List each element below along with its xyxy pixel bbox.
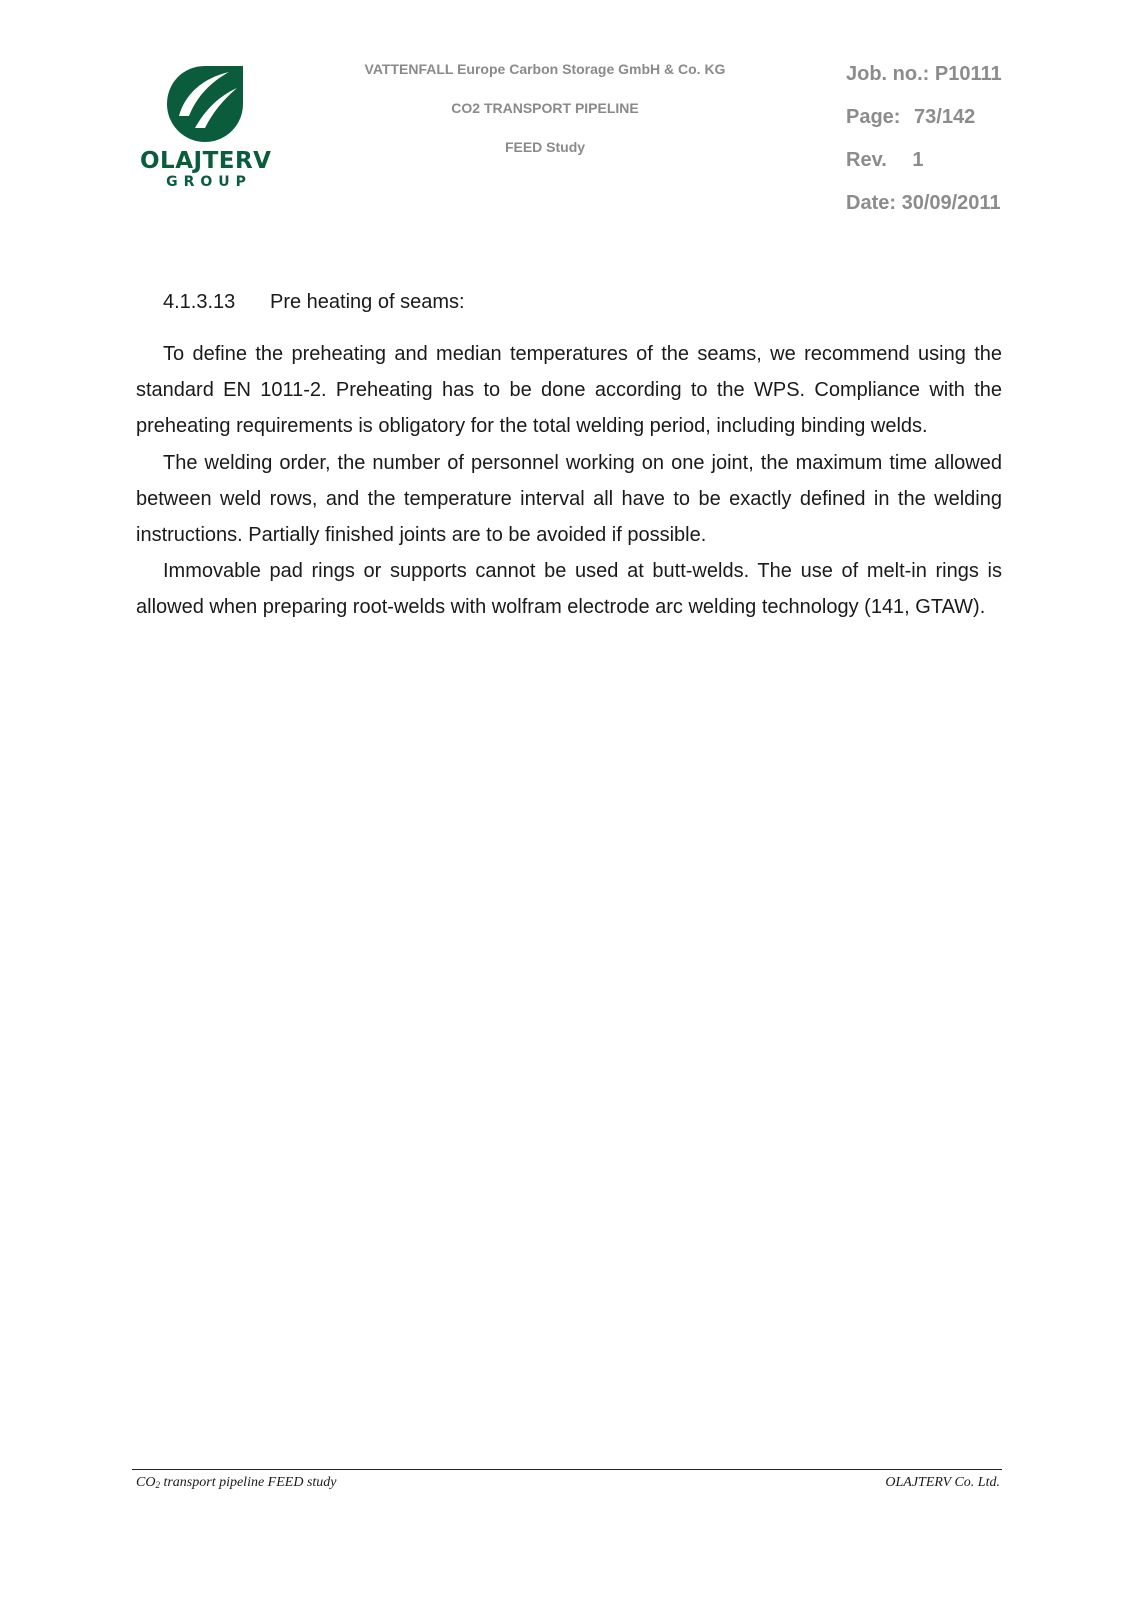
section-heading (163, 290, 465, 314)
paragraph: The welding order, the number of personnel working on one joint, the maximum time allowed between weld rows, and the temperature interval all have to be exactly defined in the welding instructions. Partially finished joints are to be avoided if possible. (136, 451, 1002, 547)
page-number-row (846, 105, 1086, 148)
date-value: 30/09/2011 (901, 192, 1001, 214)
logo-group-text: GROUP (166, 174, 252, 190)
company-logo (140, 64, 270, 194)
study-name: FEED Study (504, 139, 586, 155)
footer-left-subscript: 2 (155, 1480, 160, 1490)
body-text (136, 336, 1002, 626)
section-title: Pre heating of seams: (270, 291, 465, 313)
client-name: VATTENFALL Europe Carbon Storage GmbH & Co. KG (364, 61, 726, 77)
page-number-value: 73/142 (914, 106, 976, 128)
header-center-block (330, 60, 760, 177)
date-row (846, 191, 1086, 234)
job-number-row (846, 62, 1086, 105)
revision-value: 1 (912, 149, 924, 171)
paragraph: To define the preheating and median temperatures of the seams, we recommend using the standard EN 1011-2. Preheating has to be done according to the WPS. Compliance with the preheating requirements is obligatory for the total welding period, including binding welds. (136, 343, 1002, 438)
section-number: 4.1.3.13 (163, 291, 236, 313)
page-number-label: Page: (846, 106, 901, 128)
revision-row (846, 148, 1086, 191)
footer-left-text (136, 1474, 337, 1494)
footer-left-suffix: transport pipeline FEED study (159, 1475, 337, 1490)
project-name: CO2 TRANSPORT PIPELINE (451, 100, 639, 116)
revision-label: Rev. (846, 149, 887, 171)
footer-left-prefix: CO (136, 1475, 156, 1490)
paragraph: Immovable pad rings or supports cannot be used at butt-welds. The use of melt-in rings is allowed when preparing root-welds with wolfram electrode arc welding technology (141, GTAW). (136, 560, 1002, 619)
date-label: Date: (846, 192, 897, 214)
job-number-label: Job. no.: (846, 63, 930, 85)
document-meta (846, 62, 1086, 234)
logo-wordmark: OLAJTERV (140, 148, 272, 174)
leaf-logo-icon (165, 64, 245, 144)
footer-divider (132, 1469, 1002, 1470)
footer-right-text: OLAJTERV Co. Ltd. (885, 1475, 1000, 1490)
job-number-value: P10111 (934, 63, 1002, 85)
